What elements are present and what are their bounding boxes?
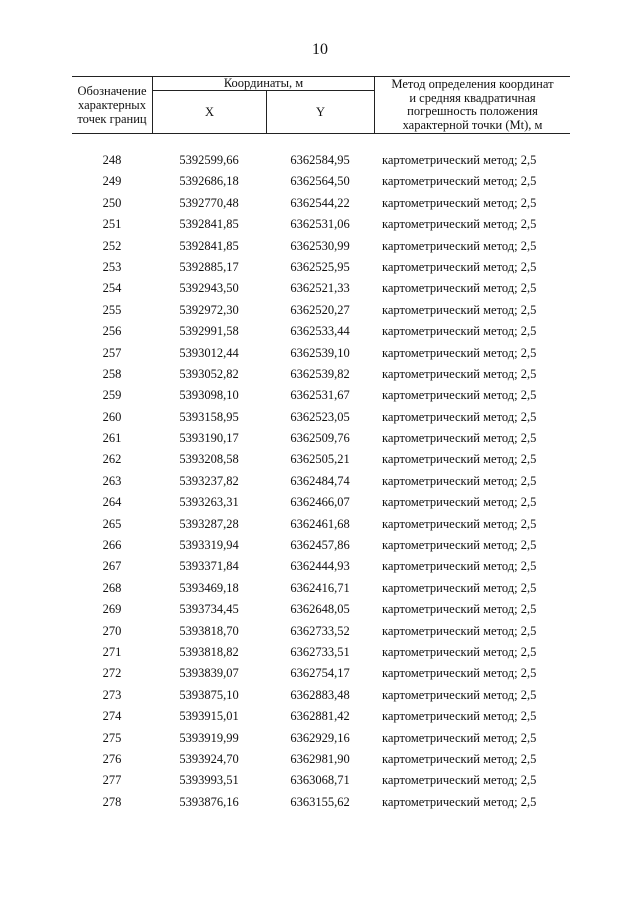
method-cell: картометрический метод; 2,5 xyxy=(382,580,537,595)
method-cell: картометрический метод; 2,5 xyxy=(382,730,537,745)
table-row xyxy=(72,556,570,577)
y-coordinate-cell: 6362505,21 xyxy=(290,452,350,467)
y-coordinate-cell: 6362531,06 xyxy=(290,217,350,232)
method-cell: картометрический метод; 2,5 xyxy=(382,324,537,339)
y-coordinate-cell: 6362883,48 xyxy=(290,687,350,702)
x-coordinate-cell: 5393287,28 xyxy=(179,516,239,531)
x-coordinate-cell: 5392686,18 xyxy=(179,174,239,189)
header-method xyxy=(375,77,570,133)
point-number-cell: 278 xyxy=(102,794,122,809)
y-coordinate-cell: 6362564,50 xyxy=(290,174,350,189)
point-number-cell: 264 xyxy=(102,495,122,510)
method-cell: картометрический метод; 2,5 xyxy=(382,217,537,232)
y-coordinate-cell: 6362648,05 xyxy=(290,602,350,617)
table-row xyxy=(72,514,570,535)
point-number-cell: 276 xyxy=(102,751,122,766)
point-number-cell: 268 xyxy=(102,580,122,595)
point-number-cell: 254 xyxy=(102,281,122,296)
page-number: 10 xyxy=(312,41,328,58)
table-header xyxy=(72,76,570,134)
point-number-cell: 258 xyxy=(102,366,122,381)
x-coordinate-cell: 5393876,16 xyxy=(179,794,239,809)
y-coordinate-cell: 6362981,90 xyxy=(290,751,350,766)
method-cell: картометрический метод; 2,5 xyxy=(382,259,537,274)
x-coordinate-cell: 5393319,94 xyxy=(179,538,239,553)
table-row xyxy=(72,749,570,770)
method-cell: картометрический метод; 2,5 xyxy=(382,281,537,296)
y-coordinate-cell: 6362521,33 xyxy=(290,281,350,296)
point-number-cell: 275 xyxy=(102,730,122,745)
y-coordinate-cell: 6362929,16 xyxy=(290,730,350,745)
table-row xyxy=(72,343,570,364)
table-row xyxy=(72,214,570,235)
method-cell: картометрический метод; 2,5 xyxy=(382,773,537,788)
y-coordinate-cell: 6362531,67 xyxy=(290,388,350,403)
table-row xyxy=(72,407,570,428)
method-cell: картометрический метод; 2,5 xyxy=(382,452,537,467)
table-row xyxy=(72,300,570,321)
point-number-cell: 277 xyxy=(102,773,122,788)
point-number-cell: 265 xyxy=(102,516,122,531)
header-points-line-2: характерных xyxy=(78,98,146,112)
point-number-cell: 272 xyxy=(102,666,122,681)
point-number-cell: 273 xyxy=(102,687,122,702)
point-number-cell: 269 xyxy=(102,602,122,617)
table-row xyxy=(72,278,570,299)
table-row xyxy=(72,257,570,278)
method-cell: картометрический метод; 2,5 xyxy=(382,538,537,553)
x-coordinate-cell: 5393371,84 xyxy=(179,559,239,574)
table-row xyxy=(72,792,570,813)
point-number-cell: 260 xyxy=(102,409,122,424)
table-row xyxy=(72,449,570,470)
method-cell: картометрический метод; 2,5 xyxy=(382,431,537,446)
table-row xyxy=(72,642,570,663)
x-coordinate-cell: 5393924,70 xyxy=(179,751,239,766)
method-cell: картометрический метод; 2,5 xyxy=(382,559,537,574)
method-cell: картометрический метод; 2,5 xyxy=(382,366,537,381)
y-coordinate-cell: 6362466,07 xyxy=(290,495,350,510)
x-coordinate-cell: 5393839,07 xyxy=(179,666,239,681)
y-coordinate-cell: 6362457,86 xyxy=(290,538,350,553)
point-number-cell: 267 xyxy=(102,559,122,574)
x-coordinate-cell: 5393818,70 xyxy=(179,623,239,638)
table-body xyxy=(72,150,570,813)
method-cell: картометрический метод; 2,5 xyxy=(382,195,537,210)
x-coordinate-cell: 5393012,44 xyxy=(179,345,239,360)
x-coordinate-cell: 5393993,51 xyxy=(179,773,239,788)
table-row xyxy=(72,236,570,257)
method-cell: картометрический метод; 2,5 xyxy=(382,345,537,360)
x-coordinate-cell: 5393158,95 xyxy=(179,409,239,424)
table-row xyxy=(72,364,570,385)
point-number-cell: 251 xyxy=(102,217,122,232)
method-cell: картометрический метод; 2,5 xyxy=(382,302,537,317)
x-coordinate-cell: 5392943,50 xyxy=(179,281,239,296)
header-points xyxy=(72,77,152,133)
table-row xyxy=(72,663,570,684)
point-number-cell: 266 xyxy=(102,538,122,553)
table-row xyxy=(72,492,570,513)
table-row xyxy=(72,321,570,342)
y-coordinate-cell: 6363155,62 xyxy=(290,794,350,809)
method-cell: картометрический метод; 2,5 xyxy=(382,409,537,424)
x-coordinate-cell: 5393237,82 xyxy=(179,473,239,488)
y-coordinate-cell: 6362523,05 xyxy=(290,409,350,424)
table-row xyxy=(72,385,570,406)
table-row xyxy=(72,535,570,556)
method-cell: картометрический метод; 2,5 xyxy=(382,666,537,681)
method-cell: картометрический метод; 2,5 xyxy=(382,602,537,617)
method-cell: картометрический метод; 2,5 xyxy=(382,495,537,510)
table-row xyxy=(72,471,570,492)
method-cell: картометрический метод; 2,5 xyxy=(382,751,537,766)
method-cell: картометрический метод; 2,5 xyxy=(382,153,537,167)
point-number-cell: 249 xyxy=(102,174,122,189)
point-number-cell: 257 xyxy=(102,345,122,360)
x-coordinate-cell: 5393734,45 xyxy=(179,602,239,617)
method-cell: картометрический метод; 2,5 xyxy=(382,174,537,189)
y-coordinate-cell: 6362733,51 xyxy=(290,644,350,659)
point-number-cell: 262 xyxy=(102,452,122,467)
x-coordinate-cell: 5393818,82 xyxy=(179,644,239,659)
point-number-cell: 271 xyxy=(102,644,122,659)
point-number-cell: 253 xyxy=(102,259,122,274)
method-cell: картометрический метод; 2,5 xyxy=(382,473,537,488)
y-coordinate-cell: 6362461,68 xyxy=(290,516,350,531)
header-points-line-1: Обозначение xyxy=(77,84,147,98)
table-row xyxy=(72,578,570,599)
x-coordinate-cell: 5392841,85 xyxy=(179,217,239,232)
point-number-cell: 261 xyxy=(102,431,122,446)
point-number-cell: 274 xyxy=(102,709,122,724)
table-row xyxy=(72,621,570,642)
y-coordinate-cell: 6362539,82 xyxy=(290,366,350,381)
y-coordinate-cell: 6362754,17 xyxy=(290,666,350,681)
x-coordinate-cell: 5393052,82 xyxy=(179,366,239,381)
y-coordinate-cell: 6362520,27 xyxy=(290,302,350,317)
header-coordinates: Координаты, м xyxy=(223,76,304,90)
method-cell: картометрический метод; 2,5 xyxy=(382,238,537,253)
point-number-cell: 256 xyxy=(102,324,122,339)
point-number-cell: 255 xyxy=(102,302,122,317)
method-cell: картометрический метод; 2,5 xyxy=(382,794,537,809)
x-coordinate-cell: 5393098,10 xyxy=(179,388,239,403)
header-y: Y xyxy=(315,105,326,119)
table-row xyxy=(72,685,570,706)
x-coordinate-cell: 5393875,10 xyxy=(179,687,239,702)
method-cell: картометрический метод; 2,5 xyxy=(382,644,537,659)
x-coordinate-cell: 5392599,66 xyxy=(179,153,239,167)
x-coordinate-cell: 5392991,58 xyxy=(179,324,239,339)
y-coordinate-cell: 6362881,42 xyxy=(290,709,350,724)
header-bottom-rule xyxy=(72,133,570,134)
x-coordinate-cell: 5393208,58 xyxy=(179,452,239,467)
x-coordinate-cell: 5393263,31 xyxy=(179,495,239,510)
header-method-line-3: погрешность положения xyxy=(407,104,538,118)
x-coordinate-cell: 5392885,17 xyxy=(179,259,239,274)
point-number-cell: 270 xyxy=(102,623,122,638)
y-coordinate-cell: 6362544,22 xyxy=(290,195,350,210)
table-row xyxy=(72,171,570,192)
header-method-line-1: Метод определения координат xyxy=(391,77,554,91)
y-coordinate-cell: 6362484,74 xyxy=(290,473,350,488)
x-coordinate-cell: 5393190,17 xyxy=(179,431,239,446)
x-coordinate-cell: 5393915,01 xyxy=(179,709,239,724)
header-points-line-3: точек границ xyxy=(77,112,147,126)
y-coordinate-cell: 6363068,71 xyxy=(290,773,350,788)
method-cell: картометрический метод; 2,5 xyxy=(382,388,537,403)
header-x: X xyxy=(204,105,215,119)
y-coordinate-cell: 6362584,95 xyxy=(290,153,350,167)
table-row xyxy=(72,770,570,791)
table-row xyxy=(72,728,570,749)
table-row xyxy=(72,706,570,727)
point-number-cell: 259 xyxy=(102,388,122,403)
method-cell: картометрический метод; 2,5 xyxy=(382,623,537,638)
y-coordinate-cell: 6362533,44 xyxy=(290,324,350,339)
x-coordinate-cell: 5392972,30 xyxy=(179,302,239,317)
method-cell: картометрический метод; 2,5 xyxy=(382,709,537,724)
x-coordinate-cell: 5393469,18 xyxy=(179,580,239,595)
table-row xyxy=(72,599,570,620)
table-row xyxy=(72,193,570,214)
table-row xyxy=(72,428,570,449)
header-method-line-2: и средняя квадратичная xyxy=(409,90,536,105)
header-method-line-4: характерной точки (Mt), м xyxy=(402,117,543,132)
y-coordinate-cell: 6362525,95 xyxy=(290,259,350,274)
y-coordinate-cell: 6362539,10 xyxy=(290,345,350,360)
point-number-cell: 252 xyxy=(102,238,122,253)
method-cell: картометрический метод; 2,5 xyxy=(382,687,537,702)
y-coordinate-cell: 6362530,99 xyxy=(290,238,350,253)
x-coordinate-cell: 5393919,99 xyxy=(179,730,239,745)
point-number-cell: 250 xyxy=(102,195,122,210)
x-coordinate-cell: 5392770,48 xyxy=(179,195,239,210)
y-coordinate-cell: 6362733,52 xyxy=(290,623,350,638)
y-coordinate-cell: 6362416,71 xyxy=(290,580,350,595)
table-row xyxy=(72,150,570,171)
y-coordinate-cell: 6362509,76 xyxy=(290,431,350,446)
point-number-cell: 263 xyxy=(102,473,122,488)
x-coordinate-cell: 5392841,85 xyxy=(179,238,239,253)
method-cell: картометрический метод; 2,5 xyxy=(382,516,537,531)
point-number-cell: 248 xyxy=(102,153,122,167)
y-coordinate-cell: 6362444,93 xyxy=(290,559,350,574)
